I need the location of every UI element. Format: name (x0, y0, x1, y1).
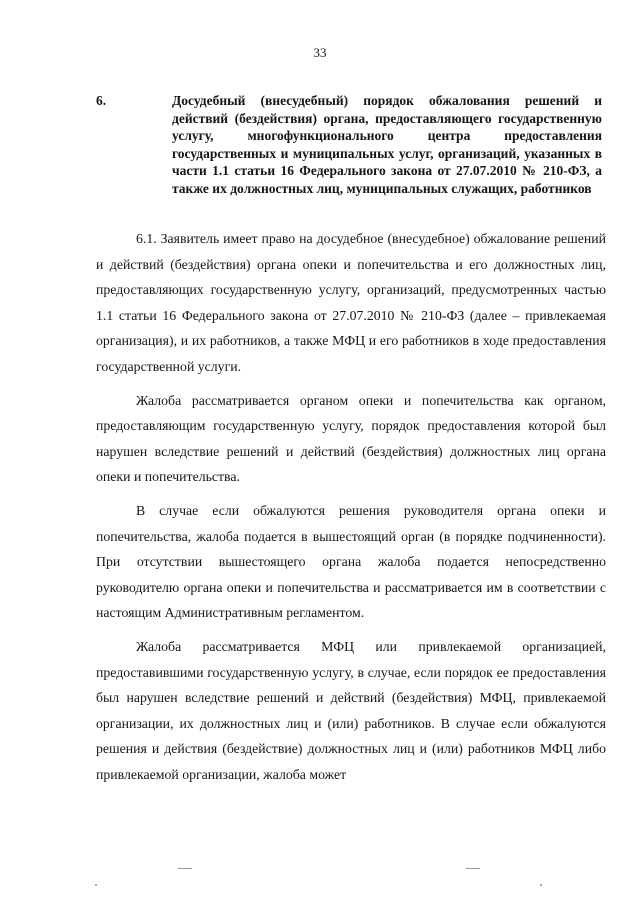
section-number: 6. (96, 93, 107, 108)
paragraph-complaint-head: В случае если обжалуются решения руководителя органа опеки и попечительства, жалоба подается в вышестоящий орган (в порядке подчиненности). При отсутствии вышестоящего органа жалоба подается непосредственно руководителю органа опеки и попечительства и рассматривается им в соответствии с настоящим Административным регламентом. (96, 502, 606, 621)
scan-mark (466, 868, 480, 869)
body-text (96, 226, 606, 787)
paragraph-complaint-opeka: Жалоба рассматривается органом опеки и попечительства как органом, предоставляющим государственную услугу, порядок предоставления которой был нарушен вследствие решений и действий (бездействия) должностных лиц органа опеки и попечительства. (96, 392, 606, 485)
paragraph-6-1: 6.1. Заявитель имеет право на досудебное (внесудебное) обжалование решений и действий (бездействия) органа опеки и попечительства и его должностных лиц, предоставляющих государственную услугу, организаций, предусмотренных частью 1.1 статьи 16 Федерального закона от 27.07.2010 № 210-ФЗ (далее – привлекаемая организация), и их работников, а также МФЦ и его работников в ходе предоставления государственной услуги. (96, 231, 606, 374)
section-title: Досудебный (внесудебный) порядок обжалования решений и действий (бездействия) органа, предоставляющего государственную услугу, многофункционального центра предоставления государственных и муниципальных услуг, организаций, указанных в части 1.1 статьи 16 Федерального закона от 27.07.2010 № 210-ФЗ, а также их должностных лиц, муниципальных служащих, работников (172, 93, 602, 196)
scan-mark (178, 868, 192, 869)
page-number: 33 (313, 45, 327, 60)
scan-dot (95, 884, 97, 886)
paragraph-complaint-mfc: Жалоба рассматривается МФЦ или привлекаемой организацией, предоставившими государственную услугу, в случае, если порядок ее предоставления был нарушен вследствие решений и действий (бездействия) МФЦ, привлекаемой организации, их должностных лиц и (или) работников. В случае если обжалуются решения и действия (бездействие) должностных лиц и (или) работников МФЦ либо привлекаемой организации, жалоба может (96, 638, 606, 782)
scan-dot (540, 884, 542, 886)
